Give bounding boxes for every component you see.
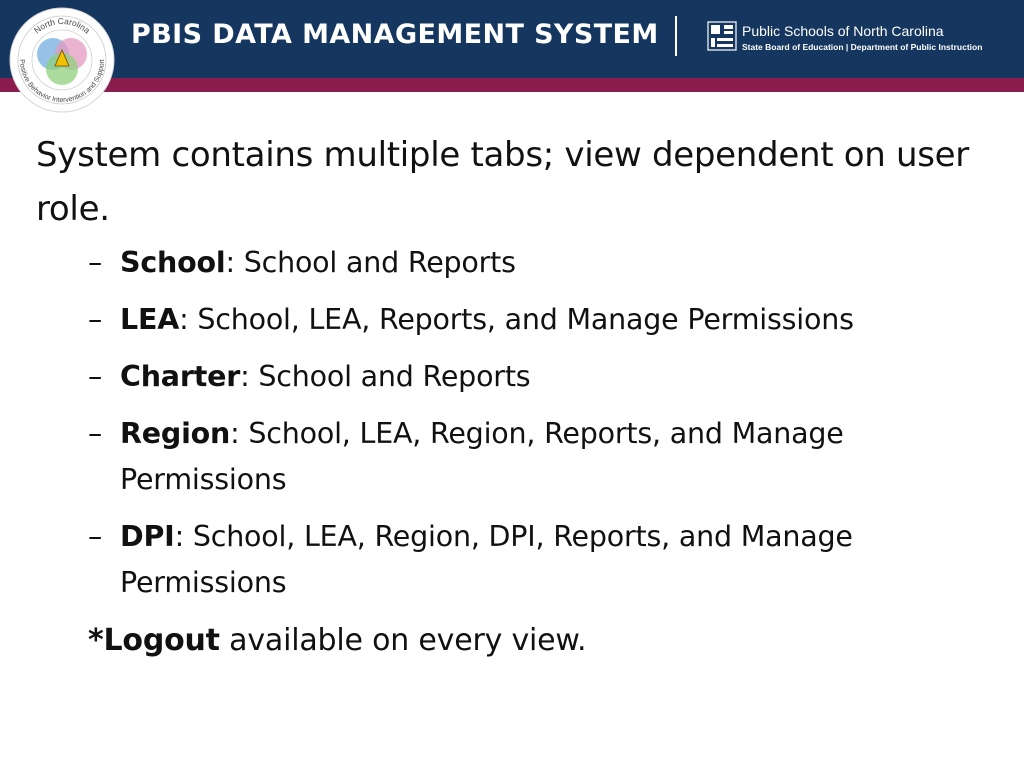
role-item-region bbox=[36, 411, 996, 503]
role-name: Charter bbox=[120, 360, 241, 393]
role-separator: : bbox=[230, 417, 240, 450]
svg-text:Positive Behavior Intervention: Positive Behavior Intervention and Support bbox=[17, 59, 107, 105]
svg-text:North Carolina: North Carolina bbox=[32, 15, 93, 36]
role-separator: : bbox=[179, 303, 189, 336]
role-views: School, LEA, Region, DPI, Reports, and Manage Permissions bbox=[120, 520, 853, 599]
role-views: School and Reports bbox=[249, 360, 531, 393]
role-name: DPI bbox=[120, 520, 175, 553]
nc-pbis-logo-icon bbox=[8, 6, 116, 114]
role-separator: : bbox=[225, 246, 235, 279]
bullet-dash: – bbox=[88, 520, 103, 553]
org-subtitle: State Board of Education | Department of Public Instruction bbox=[742, 42, 983, 52]
banner-divider bbox=[675, 16, 677, 56]
psnc-emblem-icon bbox=[707, 21, 737, 51]
intro-text: System contains multiple tabs; view dependent on user role. bbox=[36, 135, 969, 229]
bullet-dash: – bbox=[88, 246, 103, 279]
banner-title: PBIS DATA MANAGEMENT SYSTEM bbox=[131, 19, 659, 50]
bullet-dash: – bbox=[88, 417, 103, 450]
role-item-charter bbox=[36, 354, 996, 400]
slide-content bbox=[36, 128, 996, 665]
role-separator: : bbox=[174, 520, 184, 553]
role-item-dpi bbox=[36, 514, 996, 606]
logout-label: *Logout bbox=[88, 623, 220, 658]
role-views: School, LEA, Region, Reports, and Manage Permissions bbox=[120, 417, 844, 496]
role-views: School and Reports bbox=[234, 246, 516, 279]
logout-note bbox=[88, 617, 996, 665]
header-accent-stripe bbox=[0, 78, 1024, 92]
role-name: Region bbox=[120, 417, 231, 450]
bullet-dash: – bbox=[88, 360, 103, 393]
role-item-school bbox=[36, 240, 996, 286]
role-name: School bbox=[120, 246, 226, 279]
role-list bbox=[36, 240, 996, 606]
role-item-lea bbox=[36, 297, 996, 343]
logout-description: available on every view. bbox=[219, 623, 587, 658]
role-views: School, LEA, Reports, and Manage Permissions bbox=[188, 303, 854, 336]
bullet-dash: – bbox=[88, 303, 103, 336]
role-separator: : bbox=[240, 360, 250, 393]
org-title: Public Schools of North Carolina bbox=[742, 23, 944, 39]
role-name: LEA bbox=[120, 303, 180, 336]
